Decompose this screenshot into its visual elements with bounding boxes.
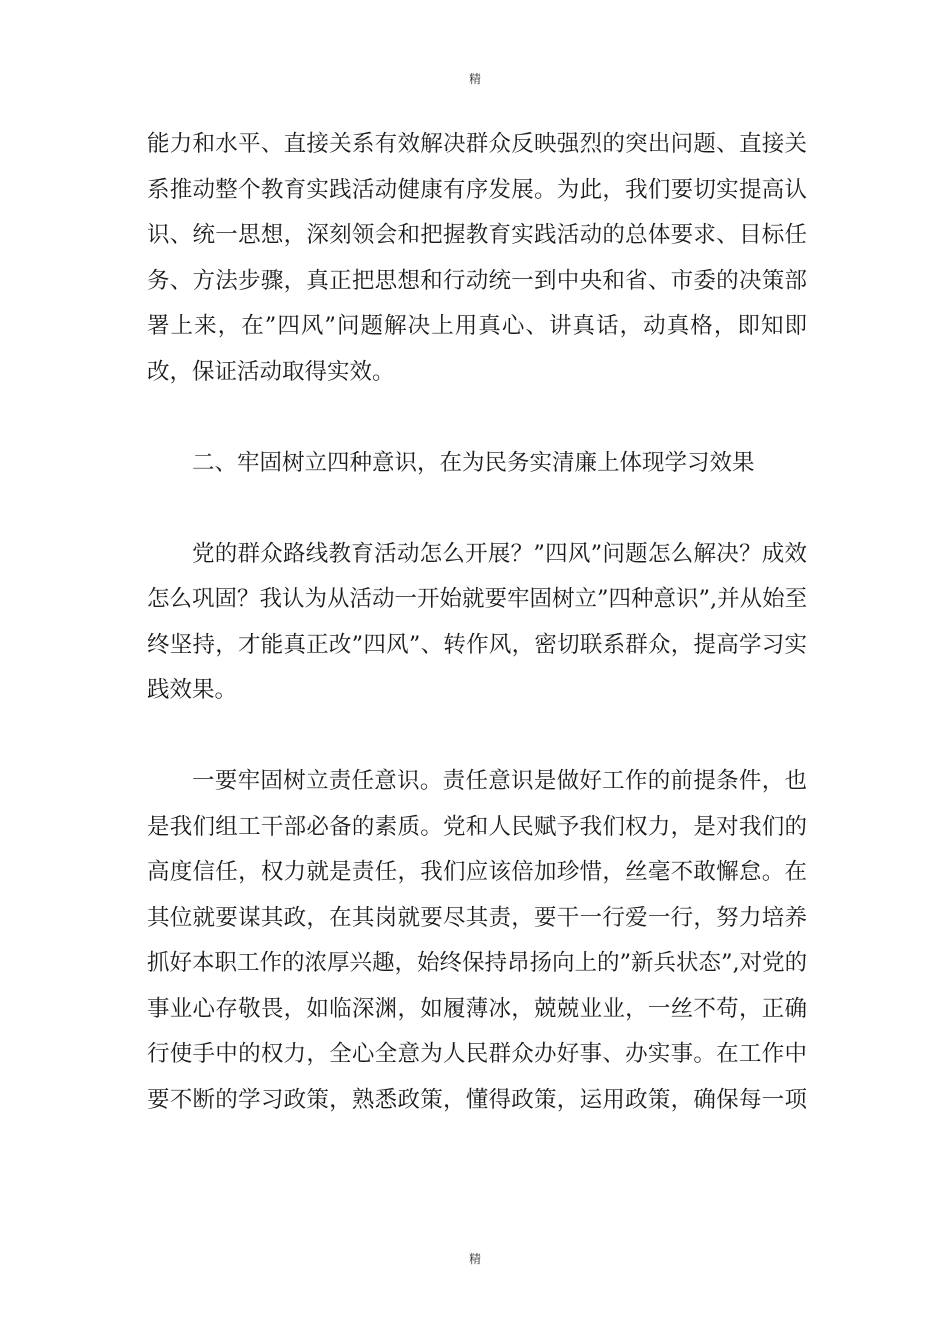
text-line: 行使手中的权力，全心全意为人民群众办好事、办实事。在工作中	[147, 1041, 807, 1067]
section-heading	[147, 447, 807, 479]
text-line: 怎么巩固？我认为从活动一开始就要牢固树立”四种意识”,并从始至	[147, 586, 808, 612]
text-line: 一要牢固树立责任意识。责任意识是做好工作的前提条件，也	[192, 768, 807, 794]
text-line: 终坚持，才能真正改”四风”、转作风，密切联系群众，提高学习实	[147, 631, 807, 658]
text-line: 要不断的学习政策，熟悉政策，懂得政策，运用政策，确保每一项	[147, 1086, 807, 1113]
page-footer-mark: 精	[468, 1252, 481, 1266]
text-line: 事业心存敬畏，如临深渊，如履薄冰，兢兢业业，一丝不苟，正确	[147, 995, 807, 1022]
page-header-mark: 精	[468, 72, 481, 86]
paragraph-2	[147, 538, 807, 707]
heading-line: 二、牢固树立四种意识，在为民务实清廉上体现学习效果	[192, 449, 755, 476]
text-line: 能力和水平、直接关系有效解决群众反映强烈的突出问题、直接关	[147, 131, 807, 157]
text-line: 署上来，在”四风”问题解决上用真心、讲真话，动真格，即知即	[147, 313, 807, 339]
text-line: 党的群众路线教育活动怎么开展？”四风”问题怎么解决？成效	[192, 540, 807, 567]
text-line: 改，保证活动取得实效。	[147, 358, 395, 385]
document-body	[147, 128, 807, 1129]
text-line: 系推动整个教育实践活动健康有序发展。为此，我们要切实提高认	[147, 176, 807, 203]
text-line: 务、方法步骤，真正把思想和行动统一到中央和省、市委的决策部	[147, 267, 807, 294]
paragraph-1	[147, 128, 807, 388]
text-line: 其位就要谋其政，在其岗就要尽其责，要干一行爱一行，努力培养	[147, 904, 807, 931]
text-line: 识、统一思想，深刻领会和把握教育实践活动的总体要求、目标任	[147, 222, 807, 248]
text-line: 高度信任，权力就是责任，我们应该倍加珍惜，丝毫不敢懈怠。在	[147, 859, 807, 885]
paragraph-3	[147, 765, 807, 1116]
text-line: 践效果。	[147, 677, 238, 703]
text-line: 抓好本职工作的浓厚兴趣，始终保持昂扬向上的”新兵状态”,对党的	[147, 950, 808, 976]
text-line: 是我们组工干部必备的素质。党和人民赋予我们权力，是对我们的	[147, 813, 807, 840]
